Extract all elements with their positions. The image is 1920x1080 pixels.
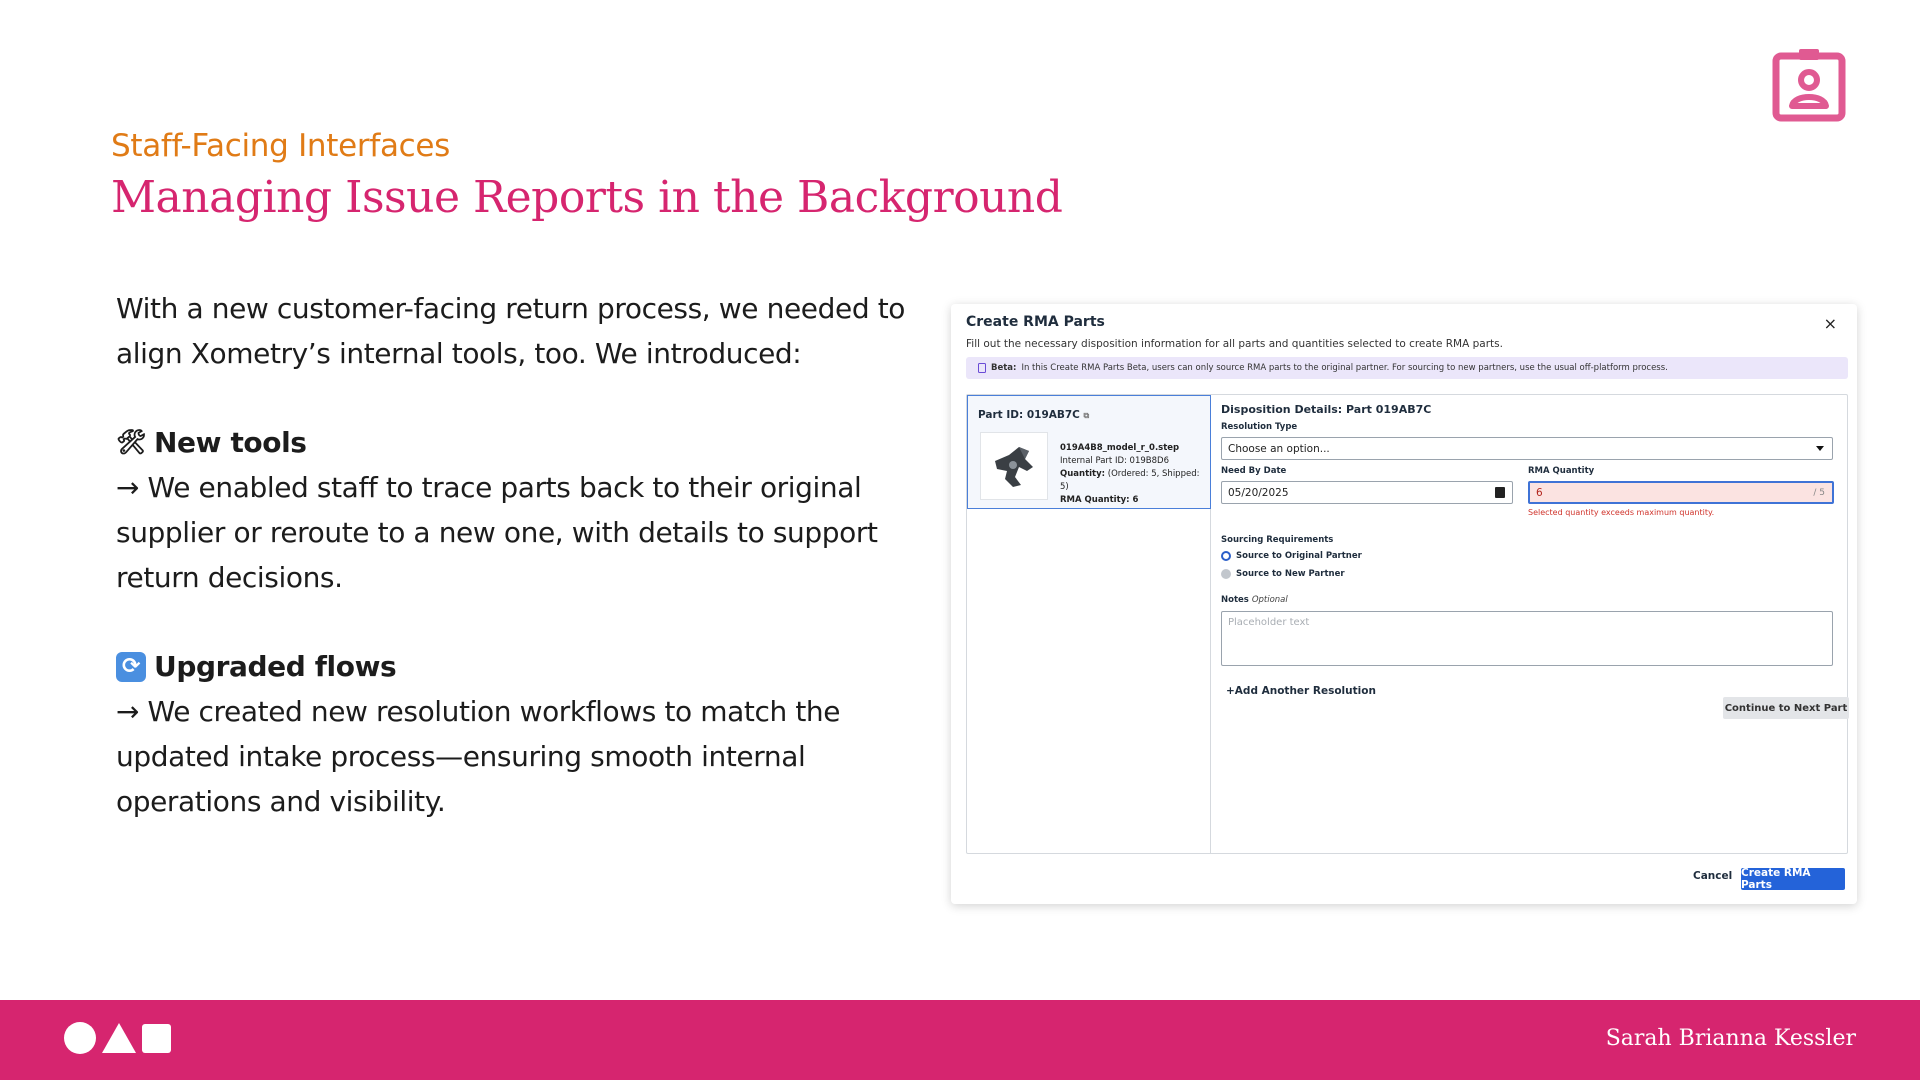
parts-list — [967, 395, 1211, 853]
resolution-type-label: Resolution Type — [1221, 422, 1298, 432]
modal-body — [966, 394, 1848, 854]
notes-textarea[interactable]: Placeholder text — [1221, 611, 1833, 666]
refresh-icon: ⟳ — [116, 652, 146, 682]
clipboard-icon — [978, 363, 986, 373]
part-info — [1060, 442, 1210, 507]
copy-icon[interactable]: ⧉ — [1083, 411, 1090, 420]
notes-label: Notes Optional — [1221, 595, 1288, 605]
upgraded-flows-label: Upgraded flows — [154, 650, 397, 683]
need-by-label: Need By Date — [1221, 466, 1287, 476]
id-badge-icon — [1772, 46, 1846, 122]
internal-part-id: Internal Part ID: 019B8D6 — [1060, 456, 1169, 466]
footer-bar — [0, 1000, 1920, 1080]
circle-triangle-square-logo — [64, 1022, 171, 1054]
modal-title: Create RMA Parts — [966, 314, 1105, 330]
part-model-image — [989, 441, 1039, 491]
modal-subtitle: Fill out the necessary disposition information for all parts and quantities selected to create RMA parts. — [966, 338, 1503, 350]
disposition-title: Disposition Details: Part 019AB7C — [1221, 403, 1432, 416]
close-icon[interactable]: × — [1823, 314, 1837, 333]
intro-paragraph: With a new customer-facing return process, we needed to align Xometry’s internal tools, too. We introduced: — [116, 292, 906, 370]
need-by-date-input[interactable]: 05/20/2025 — [1221, 481, 1513, 504]
beta-banner — [966, 357, 1848, 379]
part-thumbnail — [980, 432, 1048, 500]
chevron-down-icon — [1816, 446, 1824, 451]
calendar-icon[interactable] — [1495, 487, 1505, 498]
beta-label: Beta: — [991, 363, 1017, 373]
disposition-form — [1221, 395, 1848, 853]
new-tools-text: → We enabled staff to trace parts back to their original supplier or reroute to a new one, with details to support return decisions. — [116, 471, 878, 594]
hammer-wrench-icon: 🛠 — [115, 428, 147, 456]
beta-text: In this Create RMA Parts Beta, users can only source RMA parts to the original partner. For sourcing to new partners, use the usual off-platform process. — [1021, 363, 1668, 373]
cancel-button[interactable]: Cancel — [1693, 870, 1733, 882]
rma-quantity-error: Selected quantity exceeds maximum quantity. — [1528, 508, 1715, 517]
radio-disabled-icon — [1221, 569, 1231, 579]
sourcing-label: Sourcing Requirements — [1221, 535, 1334, 545]
author-name: Sarah Brianna Kessler — [1605, 1026, 1856, 1051]
part-card[interactable] — [967, 395, 1211, 509]
upgraded-flows-heading — [116, 644, 946, 689]
rma-quantity-label: RMA Quantity — [1528, 466, 1595, 476]
new-tools-heading — [116, 420, 946, 465]
part-quantity: Quantity: (Ordered: 5, Shipped: 5) — [1060, 469, 1200, 492]
body-text — [116, 286, 946, 824]
create-rma-parts-button[interactable]: Create RMA Parts — [1741, 868, 1845, 890]
create-rma-modal — [951, 304, 1857, 904]
new-tools-label: New tools — [154, 426, 307, 459]
upgraded-flows-text: → We created new resolution workflows to match the updated intake process—ensuring smooth internal operations and visibility. — [116, 695, 841, 818]
part-rma-quantity: RMA Quantity: 6 — [1060, 495, 1139, 505]
part-filename: 019A4B8_model_r_0.step — [1060, 443, 1180, 453]
add-resolution-button[interactable]: +Add Another Resolution — [1226, 685, 1376, 697]
radio-source-new[interactable]: Source to New Partner — [1221, 569, 1345, 579]
radio-selected-icon — [1221, 551, 1231, 561]
page-title: Managing Issue Reports in the Background — [111, 172, 1063, 223]
radio-source-original[interactable]: Source to Original Partner — [1221, 551, 1362, 561]
part-id: Part ID: 019AB7C ⧉ — [978, 409, 1090, 421]
resolution-type-select[interactable]: Choose an option... — [1221, 437, 1833, 460]
rma-quantity-input[interactable]: 6 / 5 — [1528, 481, 1834, 504]
continue-next-part-button[interactable]: Continue to Next Part — [1723, 697, 1849, 719]
rma-quantity-max: / 5 — [1813, 488, 1825, 498]
section-eyebrow: Staff-Facing Interfaces — [111, 128, 451, 164]
